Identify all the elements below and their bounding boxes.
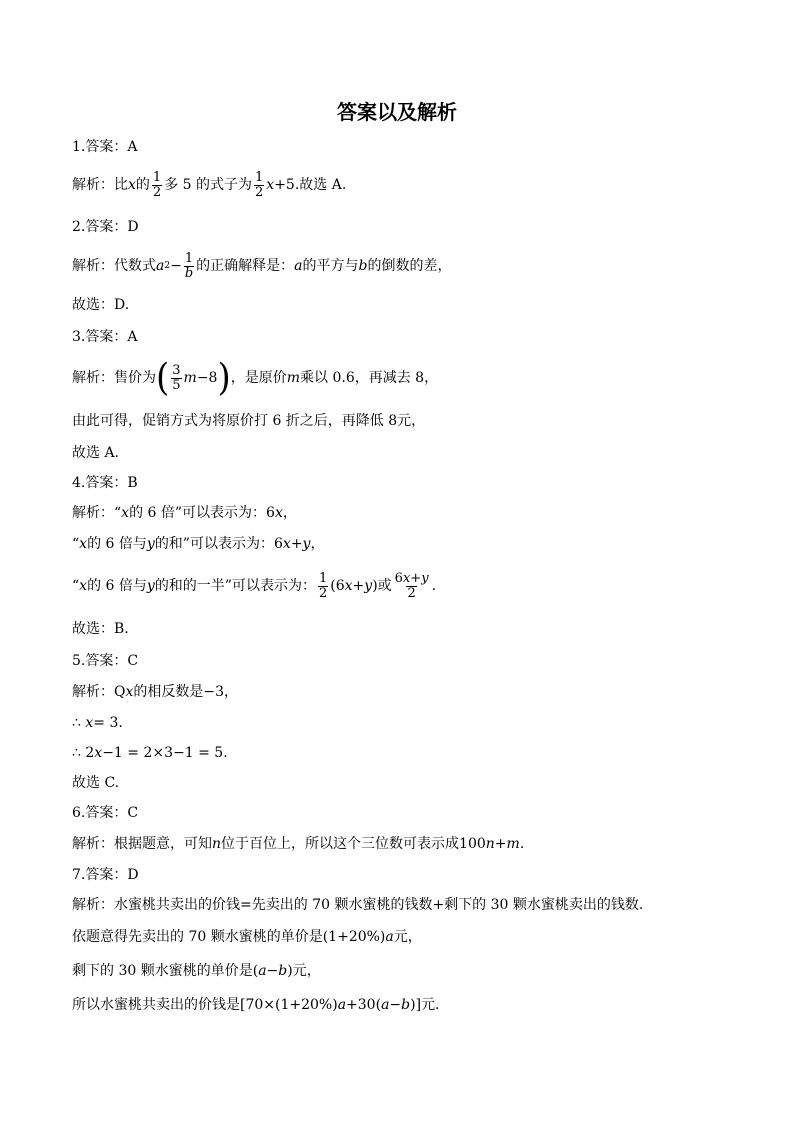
- math: 6: [266, 504, 275, 521]
- math: m: [286, 369, 301, 386]
- math: (6: [330, 577, 345, 594]
- math: +: [410, 570, 422, 586]
- text: 解析：售价为: [72, 369, 156, 386]
- explanation-3b: [72, 404, 752, 438]
- math: x: [79, 535, 88, 552]
- math: −: [170, 257, 182, 274]
- text: 多 5 的式子为: [164, 176, 252, 193]
- explanation-6: [72, 828, 752, 860]
- text: 的和”可以表示为：: [154, 535, 274, 552]
- math: = 3: [93, 714, 119, 731]
- explanation-3c: [72, 438, 752, 468]
- den: 5: [172, 377, 181, 393]
- text: .: [519, 835, 525, 852]
- num: 1: [152, 169, 162, 185]
- text: 元，: [393, 928, 422, 945]
- explanation-7c: [72, 954, 752, 988]
- math: ): [287, 962, 293, 979]
- explanation-5d: [72, 768, 752, 798]
- text: 依题意得先卖出的 70 颗水蜜桃的单价是: [72, 928, 323, 945]
- math: −3: [203, 683, 225, 700]
- den: 2: [407, 585, 416, 601]
- text: 故选：D.: [72, 296, 130, 313]
- page-title: 答案以及解析: [337, 100, 457, 124]
- text: 解析：水蜜桃共卖出的价钱=先卖出的 70 颗水蜜桃的钱数+剩下的 30 颗水蜜桃卖出的钱数.: [72, 896, 644, 913]
- answer-3: [72, 322, 752, 352]
- explanation-4c: [72, 560, 752, 612]
- fraction: [184, 252, 194, 281]
- text: .: [118, 714, 123, 731]
- math: x: [128, 176, 136, 193]
- text: 或: [377, 577, 392, 594]
- math: +: [290, 535, 303, 552]
- text: 故选 C.: [72, 774, 120, 791]
- num: [394, 572, 430, 586]
- answer-2: [72, 210, 752, 244]
- explanation-7d: [72, 988, 752, 1022]
- math: x: [94, 744, 103, 761]
- math: a: [385, 928, 394, 945]
- math: a: [381, 996, 390, 1013]
- explanation-1: [72, 160, 752, 210]
- text: 的和的一半”可以表示为：: [154, 577, 316, 594]
- math: b: [358, 257, 368, 274]
- text: ∴: [72, 744, 81, 761]
- text: 剩下的 30 颗水蜜桃的单价是: [72, 962, 253, 979]
- den: b: [184, 265, 194, 281]
- den: 2: [152, 184, 162, 200]
- math: x: [402, 570, 411, 586]
- num: 1: [255, 169, 264, 185]
- explanation-5a: [72, 676, 752, 708]
- math: a: [258, 962, 267, 979]
- math: 6: [394, 570, 403, 586]
- text: 由此可得，促销方式为将原价打 6 折之后，再降低 8元，: [72, 412, 426, 429]
- text: 元.: [421, 996, 440, 1013]
- text: 解析：比: [72, 176, 128, 193]
- answer-5: [72, 646, 752, 676]
- answer-label: 5.答案：C: [72, 652, 139, 669]
- text: .故选 A.: [294, 176, 347, 193]
- text: 解析：: [72, 683, 114, 700]
- fraction: [152, 171, 162, 200]
- math: +: [352, 577, 365, 594]
- answer-label: 2.答案：D: [72, 218, 139, 235]
- explanation-4b: [72, 528, 752, 560]
- fraction: [254, 171, 264, 200]
- paren-left: (: [156, 356, 170, 400]
- math: b: [401, 996, 411, 1013]
- text: ，: [282, 504, 297, 521]
- text: ，是原价: [230, 369, 287, 386]
- text: 的倒数的差，: [367, 257, 452, 274]
- text: 解析：代数式: [72, 257, 156, 274]
- math: y: [146, 577, 155, 594]
- math: 100: [459, 835, 486, 852]
- math: x: [125, 683, 134, 700]
- answer-label: 6.答案：C: [72, 804, 139, 821]
- math: −: [266, 962, 279, 979]
- math: )]: [410, 996, 422, 1013]
- text: ∴: [72, 714, 81, 731]
- math: y: [302, 535, 311, 552]
- answer-7: [72, 860, 752, 890]
- math: 6: [273, 535, 283, 552]
- math: m: [506, 835, 520, 852]
- text: “: [72, 535, 80, 552]
- math: +: [494, 835, 507, 852]
- text: 解析：“: [72, 504, 122, 521]
- math: a: [156, 257, 165, 274]
- text: 的相反数是: [133, 683, 204, 700]
- text: “: [72, 577, 80, 594]
- math: [70×(1+20%): [240, 996, 338, 1013]
- math: ): [372, 577, 378, 594]
- num: 1: [184, 250, 194, 266]
- text: 的: [135, 176, 150, 193]
- num: 1: [318, 570, 328, 586]
- fraction: [394, 572, 430, 601]
- text: 元，: [292, 962, 321, 979]
- text: .: [223, 744, 228, 761]
- text: 的 6 倍”可以表示为：: [129, 504, 267, 521]
- text: 所以水蜜桃共卖出的价钱是: [72, 996, 240, 1013]
- text: 位于百位上，所以这个三位数可表示成: [221, 835, 460, 852]
- den: 2: [255, 184, 264, 200]
- text: 解析：根据题意，可知: [72, 835, 212, 852]
- text: ，: [310, 535, 325, 552]
- text: .: [431, 577, 437, 594]
- math: +5: [274, 176, 295, 193]
- math: a: [337, 996, 347, 1013]
- explanation-4d: [72, 612, 752, 646]
- explanation-4a: [72, 498, 752, 528]
- den: 2: [318, 585, 328, 601]
- text: 的 6 倍与: [87, 577, 147, 594]
- math: x: [274, 504, 283, 521]
- answer-1: [72, 134, 752, 160]
- math: −1 = 2×3−1 = 5: [102, 744, 224, 761]
- math: m: [183, 369, 197, 386]
- answer-list: [72, 134, 752, 1022]
- paren-right: ): [217, 356, 231, 400]
- math: n: [485, 835, 495, 852]
- math: y: [364, 577, 373, 594]
- answer-label: 7.答案：D: [72, 866, 139, 883]
- text: 乘以 0.6，再减去 8，: [300, 369, 439, 386]
- math: x: [266, 176, 275, 193]
- fraction: [318, 572, 328, 601]
- num: 3: [172, 362, 181, 378]
- answer-label: 1.答案：A: [72, 138, 138, 155]
- math: y: [421, 570, 429, 586]
- explanation-7b: [72, 920, 752, 954]
- explanation-2b: [72, 288, 752, 322]
- math: x: [282, 535, 291, 552]
- math: Q: [114, 683, 126, 700]
- text: 故选：B.: [72, 620, 129, 637]
- math: a: [294, 257, 303, 274]
- math: y: [146, 535, 155, 552]
- explanation-5b: [72, 708, 752, 738]
- math: −8: [196, 369, 218, 386]
- answer-label: 4.答案：B: [72, 474, 138, 491]
- math: b: [278, 962, 288, 979]
- explanation-2: [72, 244, 752, 288]
- math: (1+20%): [322, 928, 386, 945]
- text: 的 6 倍与: [87, 535, 147, 552]
- math: 2: [85, 744, 95, 761]
- math: (: [252, 962, 259, 979]
- text: 的平方与: [302, 257, 359, 274]
- explanation-7a: [72, 890, 752, 920]
- explanation-5c: [72, 738, 752, 768]
- math: x: [344, 577, 353, 594]
- answer-label: 3.答案：A: [72, 328, 138, 345]
- explanation-3: [72, 352, 752, 404]
- math: x: [85, 714, 94, 731]
- text: 的正确解释是：: [196, 257, 295, 274]
- math: x: [121, 504, 130, 521]
- answer-6: [72, 798, 752, 828]
- exponent: 2: [164, 260, 171, 271]
- text: ，: [224, 683, 239, 700]
- math: x: [79, 577, 88, 594]
- fraction: [171, 364, 181, 393]
- math: +30(: [346, 996, 382, 1013]
- answer-4: [72, 468, 752, 498]
- math: n: [212, 835, 222, 852]
- math: −: [389, 996, 402, 1013]
- text: 故选 A.: [72, 444, 120, 461]
